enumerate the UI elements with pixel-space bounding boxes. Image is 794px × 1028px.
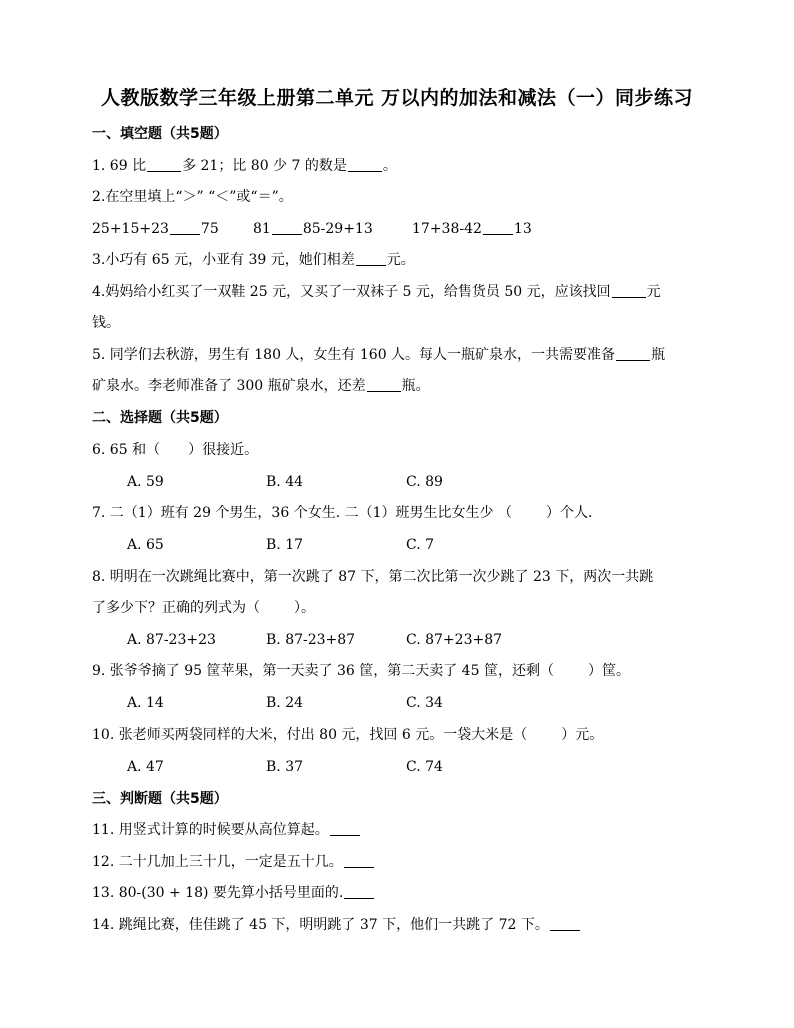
option-c[interactable]: C. 74 xyxy=(406,759,443,775)
section-multiple-choice: 二、选择题（共5题） xyxy=(92,410,228,426)
question-1: 1. 69 比 多 21；比 80 少 7 的数是 。 xyxy=(92,158,397,174)
question-10: 10. 张老师买两袋同样的大米，付出 80 元，找回 6 元。一袋大米是（ ）元。 xyxy=(92,727,604,743)
answer-blank[interactable] xyxy=(616,346,650,361)
answer-blank[interactable] xyxy=(612,283,646,298)
comparison-1: 25+15+23 75 xyxy=(92,221,219,237)
question-14: 14. 跳绳比赛，佳佳跳了 45 下，明明跳了 37 下，他们一共跳了 72 下。 xyxy=(92,915,581,935)
answer-blank[interactable] xyxy=(344,884,374,899)
question-4: 4.妈妈给小红买了一双鞋 25 元，又买了一双袜子 5 元，给售货员 50 元，应该找回 元 xyxy=(92,284,661,300)
answer-blank[interactable] xyxy=(147,157,181,172)
option-a[interactable]: A. 14 xyxy=(127,695,164,711)
answer-blank[interactable] xyxy=(550,916,580,931)
question-7: 7. 二（1）班有 29 个男生，36 个女生. 二（1）班男生比女生少 （ ）个人. xyxy=(92,505,593,521)
answer-blank[interactable] xyxy=(170,220,200,235)
question-4-cont: 钱。 xyxy=(92,315,120,331)
option-b[interactable]: B. 24 xyxy=(266,695,304,711)
question-3: 3.小巧有 65 元，小亚有 39 元，她们相差 元。 xyxy=(92,252,415,268)
option-b[interactable]: B. 17 xyxy=(266,537,304,553)
question-13: 13. 80-(30 + 18) 要先算小括号里面的. xyxy=(92,883,375,903)
question-8-cont: 了多少下？正确的列式为（ ）。 xyxy=(92,600,315,616)
answer-blank[interactable] xyxy=(344,853,374,868)
comparison-3: 17+38-42 13 xyxy=(412,221,532,237)
page-title: 人教版数学三年级上册第二单元 万以内的加法和减法（一）同步练习 xyxy=(100,87,694,109)
question-6: 6. 65 和（ ）很接近。 xyxy=(92,442,259,458)
option-b[interactable]: B. 87-23+87 xyxy=(266,632,356,648)
answer-blank[interactable] xyxy=(272,220,302,235)
option-c[interactable]: C. 87+23+87 xyxy=(406,632,503,648)
option-b[interactable]: B. 37 xyxy=(266,759,304,775)
option-c[interactable]: C. 34 xyxy=(406,695,443,711)
section-fill-blank: 一、填空题（共5题） xyxy=(92,126,228,142)
question-2: 2.在空里填上“＞” “＜”或“＝”。 xyxy=(92,189,293,205)
answer-blank[interactable] xyxy=(356,251,386,266)
question-5-cont: 矿泉水。李老师准备了 300 瓶矿泉水，还差 瓶。 xyxy=(92,378,430,394)
option-a[interactable]: A. 87-23+23 xyxy=(127,632,216,648)
question-9: 9. 张爷爷摘了 95 筐苹果，第一天卖了 36 筐，第二天卖了 45 筐，还剩（ ）筐。 xyxy=(92,663,630,679)
answer-blank[interactable] xyxy=(367,377,401,392)
question-8: 8. 明明在一次跳绳比赛中，第一次跳了 87 下，第二次比第一次少跳了 23 下，两次一共跳 xyxy=(92,569,654,585)
question-5: 5. 同学们去秋游，男生有 180 人，女生有 160 人。每人一瓶矿泉水，一共需要准备 瓶 xyxy=(92,347,666,363)
answer-blank[interactable] xyxy=(348,157,382,172)
option-c[interactable]: C. 7 xyxy=(406,537,435,553)
option-b[interactable]: B. 44 xyxy=(266,474,304,490)
section-true-false: 三、判断题（共5题） xyxy=(92,791,228,807)
option-a[interactable]: A. 59 xyxy=(127,474,164,490)
question-11: 11. 用竖式计算的时候要从高位算起。 xyxy=(92,820,361,840)
answer-blank[interactable] xyxy=(330,821,360,836)
option-a[interactable]: A. 65 xyxy=(127,537,164,553)
option-a[interactable]: A. 47 xyxy=(127,759,164,775)
comparison-2: 81 85-29+13 xyxy=(253,221,373,237)
answer-blank[interactable] xyxy=(483,220,513,235)
option-c[interactable]: C. 89 xyxy=(406,474,443,490)
question-12: 12. 二十几加上三十几，一定是五十几。 xyxy=(92,852,375,872)
